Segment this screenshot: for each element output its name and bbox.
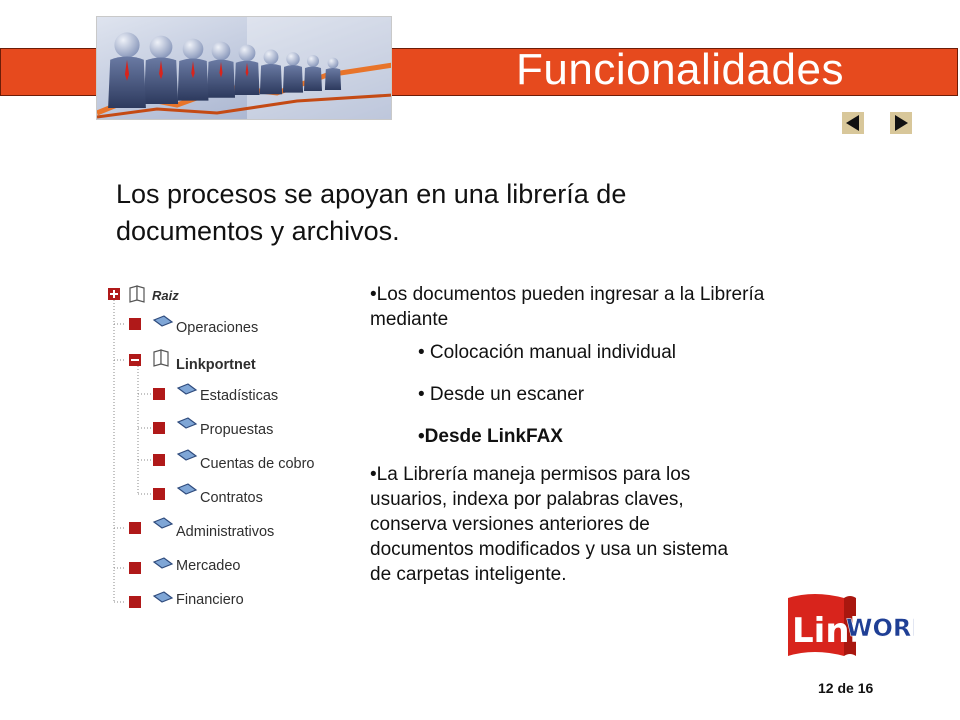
bullet-list: [370, 282, 790, 595]
tree-item-propuestas[interactable]: Propuestas: [200, 422, 274, 438]
bullet-sub-manual: • Colocación manual individual: [418, 342, 677, 363]
tree-item-operaciones[interactable]: Operaciones: [176, 320, 259, 336]
logo-work-text: WOR: [846, 614, 912, 642]
folder-tree: [100, 280, 360, 620]
tree-item-financiero[interactable]: Financiero: [176, 592, 244, 608]
tree-item-estadisticas[interactable]: Estadísticas: [200, 388, 279, 404]
tree-item-cuentas-de-cobro[interactable]: Cuentas de cobro: [200, 456, 315, 472]
previous-slide-button[interactable]: [842, 112, 864, 134]
root-book-icon: [130, 286, 144, 302]
tree-item-administrativos[interactable]: Administrativos: [176, 524, 275, 540]
bullet-intro: •Los documentos pueden ingresar a la Librería mediante: [370, 284, 765, 330]
headline: Los procesos se apoyan en una librería de documentos y archivos.: [116, 179, 627, 246]
header-image: [96, 16, 392, 120]
linkwork-logo: [784, 590, 914, 662]
bullet-sub-scanner: • Desde un escaner: [418, 384, 585, 405]
slide-number: 12 de 16: [818, 680, 874, 696]
slide-title: Funcionalidades: [516, 45, 844, 94]
tree-item-root[interactable]: Raiz: [152, 288, 179, 303]
left-arrow-icon: [842, 112, 864, 134]
tree-item-contratos[interactable]: Contratos: [200, 490, 263, 506]
bullet-outro: •La Librería maneja permisos para los usuarios, indexa por palabras claves, conserva versiones anteriores de documentos modificados y usa un sistema de carpetas inteligente.: [370, 464, 729, 585]
right-arrow-icon: [890, 112, 912, 134]
tree-item-mercadeo[interactable]: Mercadeo: [176, 558, 241, 574]
logo-link-text: Link: [792, 611, 873, 651]
bullet-sub-linkfax: •Desde LinkFAX: [418, 426, 563, 447]
tree-item-linkportnet[interactable]: Linkportnet: [176, 357, 256, 373]
next-slide-button[interactable]: [890, 112, 912, 134]
root-expand-icon: [108, 288, 120, 300]
